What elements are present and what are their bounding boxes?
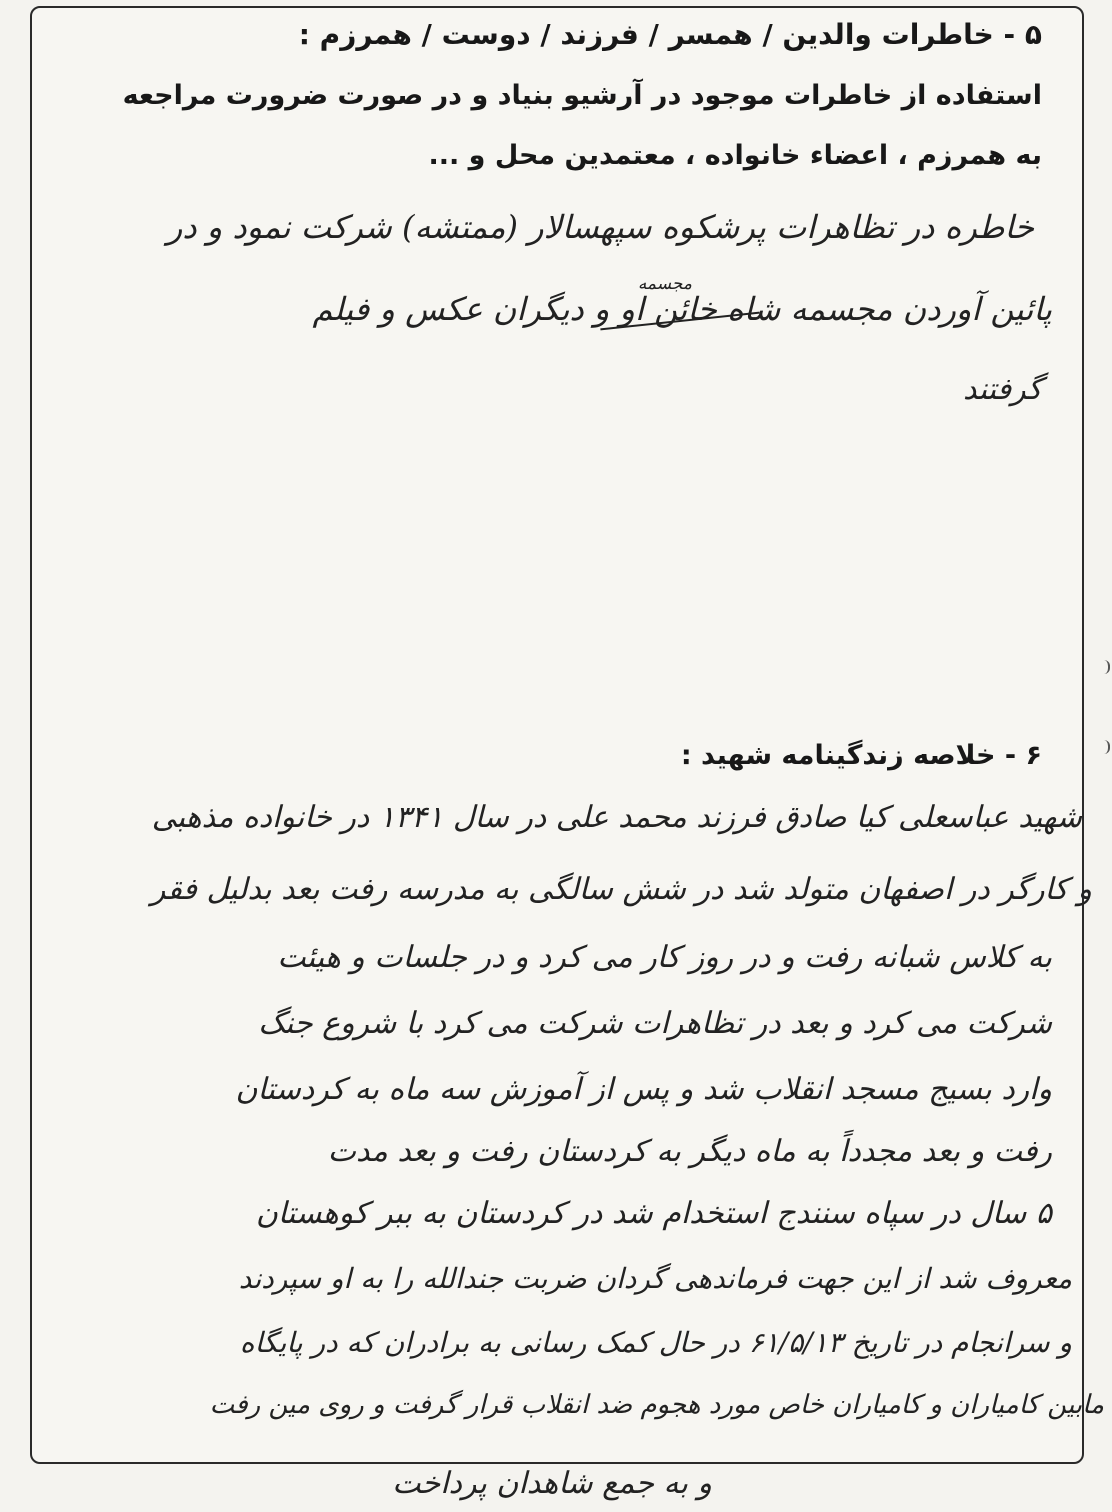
binding-mark: [1100, 740, 1110, 754]
section5-handwritten-line: گرفتند: [962, 372, 1042, 407]
biography-line: و سرانجام در تاریخ ۶۱/۵/۱۳ در حال کمک رسانی به برادران که در پایگاه: [239, 1326, 1072, 1359]
binding-mark: [1100, 660, 1110, 674]
biography-line: به کلاس شبانه رفت و در روز کار می کرد و در جلسات و هیئت: [277, 940, 1052, 975]
biography-line: وارد بسیج مسجد انقلاب شد و پس از آموزش سه ماه به کردستان: [235, 1072, 1052, 1107]
biography-line: و کارگر در اصفهان متولد شد در شش سالگی به مدرسه رفت بعد بدلیل فقر: [150, 872, 1092, 907]
biography-line: رفت و بعد مجدداً به ماه دیگر به کردستان رفت و بعد مدت: [327, 1134, 1052, 1169]
section5-handwritten-line: پائین آوردن مجسمه شاه خائن او و دیگران عکس و فیلم: [312, 290, 1052, 328]
biography-line: معروف شد از این جهت فرماندهی گردان ضربت جندالله را به او سپردند: [238, 1262, 1072, 1295]
biography-line: مابین کامیاران و کامیاران خاص مورد هجوم ضد انقلاب قرار گرفت و روی مین رفت: [209, 1390, 1104, 1420]
biography-last-line: و به جمع شاهدان پرداخت: [392, 1466, 712, 1501]
section5-instructions-line1: استفاده از خاطرات موجود در آرشیو بنیاد و در صورت ضرورت مراجعه: [122, 80, 1042, 111]
section6-heading: ۶ - خلاصه زندگینامه شهید :: [680, 740, 1042, 771]
biography-line: شرکت می کرد و بعد در تظاهرات شرکت می کرد با شروع جنگ: [258, 1006, 1052, 1041]
section5-handwritten-line: خاطره در تظاهرات پرشکوه سپهسالار (ممتشه) شرکت نمود و در: [166, 208, 1034, 246]
section5-heading: ۵ - خاطرات والدین / همسر / فرزند / دوست / همرزم :: [298, 18, 1042, 51]
inserted-word: مجسمه: [637, 274, 692, 294]
section5-instructions-line2: به همرزم ، اعضاء خانواده ، معتمدین محل و ...: [428, 140, 1042, 171]
biography-line: شهید عباسعلی کیا صادق فرزند محمد علی در سال ۱۳۴۱ در خانواده مذهبی: [151, 800, 1082, 835]
biography-line: ۵ سال در سپاه سنندج استخدام شد در کردستان به ببر کوهستان: [255, 1196, 1052, 1231]
